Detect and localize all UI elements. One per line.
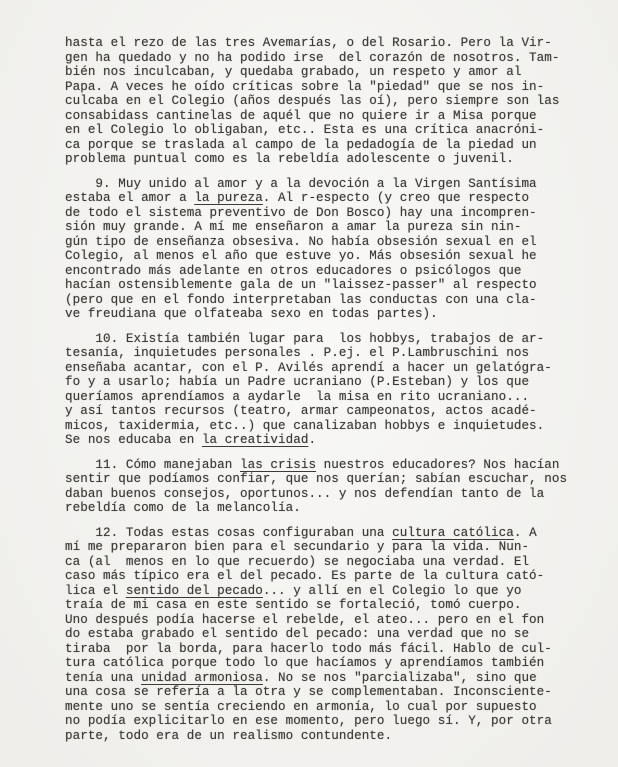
text-line: 12. Todas estas cosas configuraban una cultura católica. A	[65, 525, 537, 540]
text-line: una cosa se refería a la otra y se complementaban. Inconsciente-	[65, 685, 552, 699]
text-line: gún tipo de enseñanza obsesiva. No había obsesión sexual en el	[65, 234, 537, 249]
text-line: problema puntual como es la rebeldía adolescente o juvenil.	[65, 152, 514, 166]
text-line: y así tantos recursos (teatro, armar campeonatos, actos acadé-	[65, 404, 537, 418]
text-line: Uno después podía hacerse el rebelde, el ateo... pero en el fon	[65, 612, 545, 627]
text-line: gen ha quedado y no ha podido irse del corazón de nosotros. Tam-	[65, 50, 560, 65]
text-line: do estaba grabado el sentido del pecado: una verdad que no se	[65, 627, 530, 641]
text-line: en el Colegio lo obligaban, etc.. Esta es una crítica anacróni-	[65, 123, 545, 137]
text-line: mente uno se sentía creciendo en armonía, lo cual por supuesto	[65, 699, 537, 714]
text-line: ca (al menos en lo que recuerdo) se negociaba una verdad. El	[65, 554, 530, 569]
paragraph	[65, 177, 588, 322]
text-line: enseñaba acantar, con el P. Avilés aprendí a hacer un gelatógra-	[65, 360, 552, 375]
paragraph	[65, 332, 588, 448]
text-line: Colegio, al menos el año que estuve yo. Más obsesión sexual he	[65, 249, 537, 263]
text-line: 10. Existía también lugar para los hobbys, trabajos de ar-	[65, 331, 545, 346]
text-line: tenía una unidad armoniosa. No se nos "parcializaba", sino que	[65, 670, 537, 685]
text-line: 9. Muy unido al amor y a la devoción a la Virgen Santísima	[65, 176, 537, 191]
text-line: 11. Cómo manejaban las crisis nuestros educadores? Nos hacían	[65, 457, 560, 472]
underlined-phrase: las crisis	[239, 457, 317, 472]
text-line: Papa. A veces he oído críticas sobre la "piedad" que se nos in-	[65, 79, 545, 94]
text-line: daban buenos consejos, oportunos... y nos defendían tanto de la	[65, 486, 545, 501]
text-line: (pero que en el fondo interpretaban las conductas con una cla-	[65, 292, 537, 307]
text-line: hasta el rezo de las tres Avemarías, o del Rosario. Pero la Vir-	[65, 36, 552, 50]
text-line: lica el sentido del pecado... y allí en el Colegio lo que yo	[65, 583, 522, 598]
text-line: sentir que podíamos confiar, que nos querían; sabían escuchar, nos	[65, 472, 568, 486]
underlined-phrase: la pureza	[194, 191, 263, 205]
text-line: caso más típico era el del pecado. Es parte de la cultura cató-	[65, 569, 545, 583]
paragraph	[65, 526, 588, 744]
text-line: queríamos aprendíamos a aydarle la misa en rito ucraniano...	[65, 389, 530, 404]
paragraph	[65, 458, 588, 516]
text-line: tesanía, inquietudes personales . P.ej. el P.Lambruschini nos	[65, 346, 530, 360]
text-line: sión muy grande. A mí me enseñaron a amar la pureza sin nin-	[65, 220, 522, 234]
text-line: bién nos inculcaban, y quedaba grabado, un respeto y amor al	[65, 65, 522, 79]
underlined-phrase: unidad armoniosa	[141, 670, 263, 685]
text-line: fo y a usarlo; había un Padre ucraniano (P.Esteban) y los que	[65, 375, 530, 389]
text-line: no podía explicitarlo en ese momento, pero luego sí. Y, por otra	[65, 714, 552, 728]
text-line: consabidass cantinelas de aquél que no quiere ir a Misa porque	[65, 108, 537, 123]
underlined-phrase: sentido del pecado	[125, 583, 263, 598]
text-line: traía de mi casa en este sentido se fortaleció, tomó cuerpo.	[65, 598, 522, 612]
text-line: estaba el amor a la pureza. Al r-especto (y creo que respecto	[65, 191, 530, 205]
text-line: ve freudiana que olfateaba sexo en todas partes).	[65, 307, 438, 321]
text-line: encontrado más adelante en otros educadores o psicólogos que	[65, 263, 522, 278]
text-line: Se nos educaba en la creatividad.	[65, 433, 317, 447]
text-line: ca porque se traslada al campo de la pedadogía de la piedad un	[65, 137, 537, 152]
text-line: hacían ostensiblemente gala de un "laissez-passer" al respecto	[65, 278, 537, 292]
text-line: mí me prepararon bien para el secundario y para la vida. Nun-	[65, 540, 530, 554]
text-line: micos, taxidermia, etc..) que canalizaban hobbys e inquietudes.	[65, 418, 545, 433]
text-line: rebeldía como de la melancolía.	[65, 501, 301, 515]
text-line: culcaba en el Colegio (años después las oí), pero siempre son las	[65, 94, 560, 108]
paragraph	[65, 36, 588, 167]
underlined-phrase: cultura católica	[392, 525, 514, 540]
text-line: parte, todo era de un realismo contundente.	[65, 728, 393, 743]
text-line: tiraba por la borda, para hacerlo todo más fácil. Hablo de cul-	[65, 641, 552, 656]
underlined-phrase: la creatividad	[201, 433, 309, 447]
document-body	[65, 36, 588, 743]
text-line: tura católica porque todo lo que hacíamos y aprendíamos también	[65, 656, 545, 670]
text-line: de todo el sistema preventivo de Don Bosco) hay una incompren-	[65, 205, 537, 220]
